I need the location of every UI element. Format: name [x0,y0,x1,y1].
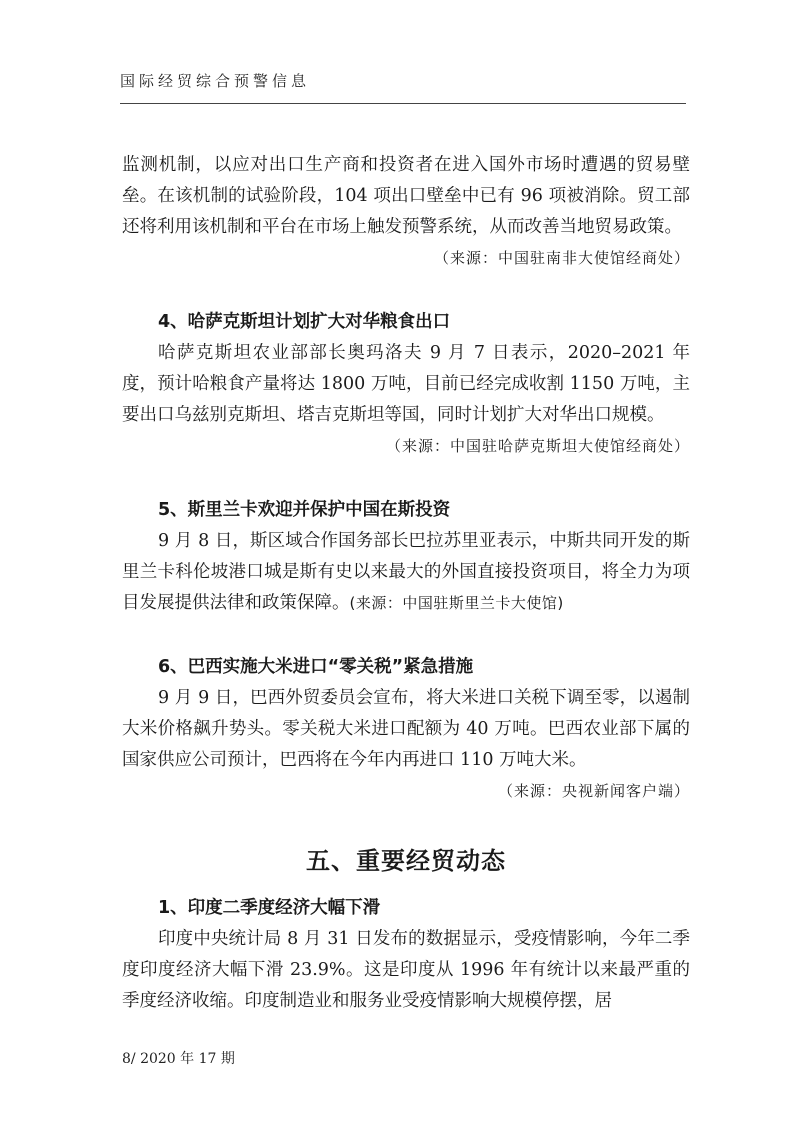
spacer [122,619,690,652]
header-divider [120,103,686,104]
item-heading: 6、巴西实施大米进口“零关税”紧急措施 [158,657,474,677]
main-content [122,150,690,1017]
item-heading: 5、斯里兰卡欢迎并保护中国在斯投资 [158,500,451,520]
spacer [122,879,690,893]
source-note: （来源：央视新闻客户端） [497,782,690,800]
item-paragraph-text: 9 月 8 日，斯区域合作国务部长巴拉苏里亚表示，中斯共同开发的斯里兰卡科伦坡港口城是斯有史以来最大的外国直接投资项目，将全力为项目发展提供法律和政策保障。 [122,531,690,613]
continued-paragraph: 监测机制，以应对出口生产商和投资者在进入国外市场时遭遇的贸易壁垒。在该机制的试验阶段，104 项出口壁垒中已有 96 项被消除。贸工部还将利用该机制和平台在市场上触发预警系统，从而改善当地贸易政策。 [122,155,690,237]
source-note: （来源：中国驻南非大使馆经商处） [433,249,690,267]
item-paragraph [122,526,690,619]
item-heading: 4、哈萨克斯坦计划扩大对华粮食出口 [158,312,451,332]
item-heading: 1、印度二季度经济大幅下滑 [158,898,381,918]
item-paragraph: 9 月 9 日，巴西外贸委员会宣布，将大米进口关税下调至零，以遏制大米价格飙升势头。零关税大米进口配额为 40 万吨。巴西农业部下属的国家供应公司预计，巴西将在今年内再进口 110 万吨大米。 [122,688,690,770]
source-note: (来源：中国驻斯里兰卡大使馆) [349,594,564,612]
spacer [122,274,690,307]
source-note: （来源：中国驻哈萨克斯坦大使馆经商处） [385,437,690,455]
section-heading: 五、重要经贸动态 [306,847,506,875]
item-paragraph: 印度中央统计局 8 月 31 日发布的数据显示，受疫情影响，今年二季度印度经济大幅下滑 23.9%。这是印度从 1996 年有统计以来最严重的季度经济收缩。印度制造业和服务业受疫情影响大规模停摆，居 [122,929,690,1011]
page-footer: 8/ 2020 年 17 期 [122,1051,235,1067]
item-paragraph: 哈萨克斯坦农业部部长奥玛洛夫 9 月 7 日表示，2020–2021 年度，预计哈粮食产量将达 1800 万吨，目前已经完成收割 1150 万吨，主要出口乌兹别克斯坦、塔吉克斯坦等国，同时计划扩大对华出口规模。 [122,343,690,425]
running-header-title: 国际经贸综合预警信息 [120,72,311,90]
spacer [122,807,690,843]
spacer [122,462,690,495]
